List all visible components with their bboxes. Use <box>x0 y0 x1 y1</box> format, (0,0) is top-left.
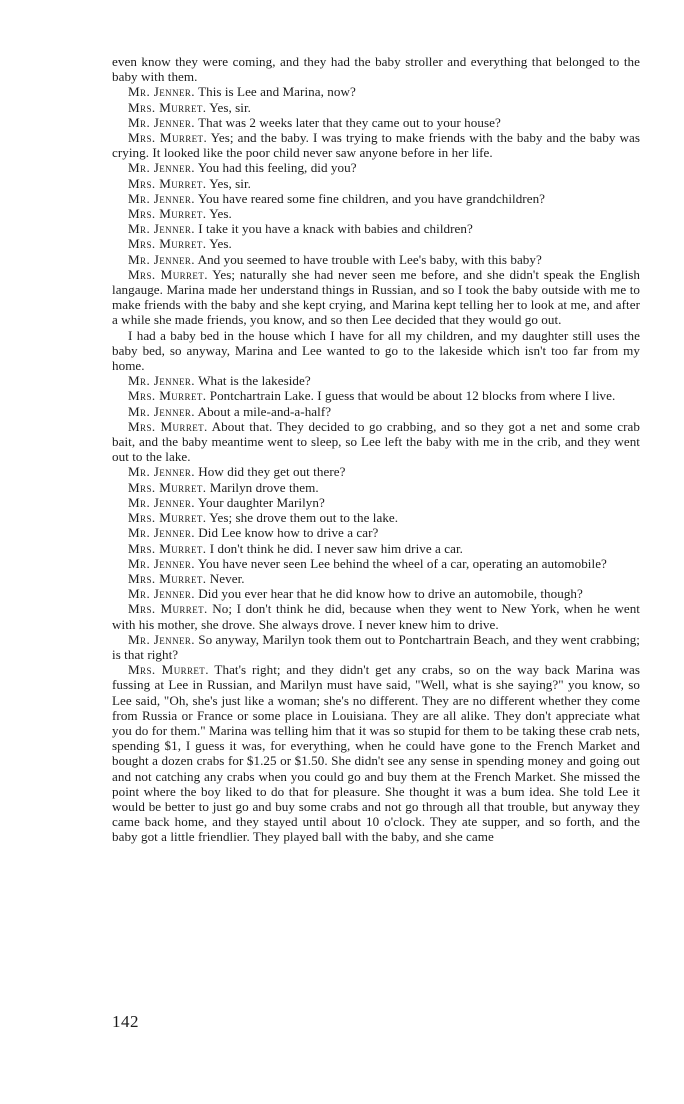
testimony-paragraph <box>112 160 640 175</box>
page-number: 142 <box>112 1012 139 1031</box>
testimony-paragraph <box>112 525 640 540</box>
testimony-paragraph <box>112 176 640 191</box>
testimony-paragraph <box>112 662 640 844</box>
testimony-paragraph <box>112 115 640 130</box>
speaker-label: Mrs. Murret. <box>128 206 207 222</box>
testimony-paragraph <box>112 54 640 84</box>
testimony-paragraph <box>112 267 640 328</box>
testimony-paragraph <box>112 495 640 510</box>
speaker-label: Mr. Jenner. <box>128 114 195 130</box>
speaker-label: Mrs. Murret. <box>128 479 207 495</box>
testimony-paragraph <box>112 236 640 251</box>
paragraph-text: Yes; and the baby. I was trying to make friends with the baby and the baby was crying. It looked like the poor child never saw anyone before in her life. <box>112 130 640 161</box>
paragraph-text: Never. <box>209 570 245 586</box>
testimony-paragraph <box>112 373 640 388</box>
paragraph-text: Yes, sir. <box>209 99 251 115</box>
speaker-label: Mr. Jenner. <box>128 494 195 510</box>
testimony-paragraph <box>112 130 640 160</box>
speaker-label: Mrs. Murret. <box>128 175 207 191</box>
testimony-paragraph <box>112 388 640 403</box>
paragraph-text: Yes; naturally she had never seen me before, and she didn't speak the English langauge. Marina made her understand things in Russian, and so I took the baby outside with me to make friends with the baby and she kept crying, and Marina kept telling her to look at me, and after a while she made friends, you know, and so then Lee decided that they would go out. <box>112 266 640 328</box>
testimony-paragraph <box>112 221 640 236</box>
speaker-label: Mr. Jenner. <box>128 251 195 267</box>
paragraph-text: That was 2 weeks later that they came out to your house? <box>198 114 501 130</box>
speaker-label: Mr. Jenner. <box>128 160 195 176</box>
paragraph-text: You have reared some fine children, and you have grandchildren? <box>197 190 546 206</box>
paragraph-text: Pontchartrain Lake. I guess that would be about 12 blocks from where I live. <box>209 388 616 404</box>
speaker-label: Mrs. Murret. <box>128 601 208 617</box>
testimony-paragraph <box>112 206 640 221</box>
testimony-paragraph <box>112 601 640 631</box>
paragraph-text: Your daughter Marilyn? <box>197 494 325 510</box>
speaker-label: Mrs. Murret. <box>128 418 208 434</box>
speaker-label: Mrs. Murret. <box>128 130 208 146</box>
speaker-label: Mr. Jenner. <box>128 555 195 571</box>
testimony-paragraph <box>112 556 640 571</box>
paragraph-text: About a mile-and-a-half? <box>197 403 332 419</box>
paragraph-text: I had a baby bed in the house which I have for all my children, and my daughter still uses the baby bed, so anyway, Marina and Lee wanted to go to the lakeside which isn't too far from my home. <box>112 327 640 374</box>
testimony-paragraph <box>112 464 640 479</box>
paragraph-text: This is Lee and Marina, now? <box>198 84 356 100</box>
paragraph-text: You had this feeling, did you? <box>197 160 357 176</box>
paragraph-text: How did they get out there? <box>198 464 346 480</box>
paragraph-text: Did Lee know how to drive a car? <box>198 525 379 541</box>
paragraph-text: What is the lakeside? <box>198 373 311 389</box>
testimony-paragraph <box>112 510 640 525</box>
paragraph-text: About that. They decided to go crabbing, and so they got a net and some crab bait, and the baby meantime went to sleep, so Lee left the baby with me in the crib, and they went out to the lake. <box>112 418 640 465</box>
transcript-page <box>112 54 640 845</box>
speaker-label: Mrs. Murret. <box>128 510 207 526</box>
paragraph-text: Yes. <box>209 236 232 252</box>
paragraph-text: Yes; she drove them out to the lake. <box>209 510 399 526</box>
speaker-label: Mr. Jenner. <box>128 586 195 602</box>
speaker-label: Mr. Jenner. <box>128 464 195 480</box>
speaker-label: Mrs. Murret. <box>128 662 209 678</box>
paragraph-text: Yes. <box>209 206 232 222</box>
testimony-paragraph <box>112 586 640 601</box>
speaker-label: Mr. Jenner. <box>128 373 195 389</box>
speaker-label: Mrs. Murret. <box>128 266 208 282</box>
testimony-paragraph <box>112 84 640 99</box>
testimony-paragraph <box>112 419 640 465</box>
speaker-label: Mrs. Murret. <box>128 570 207 586</box>
paragraph-text: I don't think he did. I never saw him drive a car. <box>209 540 463 556</box>
speaker-label: Mr. Jenner. <box>128 525 195 541</box>
speaker-label: Mr. Jenner. <box>128 631 195 647</box>
testimony-paragraph <box>112 541 640 556</box>
speaker-label: Mr. Jenner. <box>128 221 195 237</box>
speaker-label: Mrs. Murret. <box>128 540 207 556</box>
testimony-paragraph <box>112 480 640 495</box>
testimony-paragraph <box>112 100 640 115</box>
paragraph-text: You have never seen Lee behind the wheel of a car, operating an automobile? <box>197 555 607 571</box>
paragraph-text: Did you ever hear that he did know how to drive an automobile, though? <box>198 586 583 602</box>
paragraph-text: even know they were coming, and they had the baby stroller and everything that belonged to the baby with them. <box>112 54 640 85</box>
paragraph-text: I take it you have a knack with babies and children? <box>198 221 473 237</box>
testimony-paragraph <box>112 571 640 586</box>
paragraph-text: Yes, sir. <box>209 175 251 191</box>
speaker-label: Mr. Jenner. <box>128 403 195 419</box>
testimony-paragraph <box>112 328 640 374</box>
paragraph-text: No; I don't think he did, because when they went to New York, when he went with his mother, she drove. She always drove. I never knew him to drive. <box>112 601 640 632</box>
paragraph-text: Marilyn drove them. <box>209 479 319 495</box>
speaker-label: Mrs. Murret. <box>128 388 207 404</box>
testimony-paragraph <box>112 404 640 419</box>
testimony-paragraph <box>112 632 640 662</box>
speaker-label: Mr. Jenner. <box>128 84 195 100</box>
paragraph-text: So anyway, Marilyn took them out to Pontchartrain Beach, and they went crabbing; is that right? <box>112 631 640 662</box>
paragraph-text: That's right; and they didn't get any crabs, so on the way back Marina was fussing at Lee in Russian, and Marilyn must have said, "Well, what is she saying?" you know, so Lee said, "Oh, she's just like a woman; she's no different. They are no different whether they come from Russia or France or some place in Louisiana. They are all alike. They don't appreciate what you do for them." Marina was telling him that it was so stupid for them to be taking these crab nets, spending $1, I guess it was, for everything, when he could have gone to the French Market and bought a dozen crabs for $1.25 or $1.50. She didn't see any sense in spending money and going out and not catching any crabs when you could go and buy them at the French Market. She missed the point where the boy liked to do that for pleasure. She thought it was a bum idea. She told Lee it would be better to just go and buy some crabs and not go through all that trouble, but anyway they came back home, and they stayed until about 10 o'clock. They ate supper, and so forth, and the baby got a little friendlier. They played ball with the baby, and she came <box>112 662 641 845</box>
speaker-label: Mr. Jenner. <box>128 190 195 206</box>
testimony-paragraph <box>112 252 640 267</box>
testimony-paragraph <box>112 191 640 206</box>
speaker-label: Mrs. Murret. <box>128 236 207 252</box>
paragraph-text: And you seemed to have trouble with Lee's baby, with this baby? <box>197 251 542 267</box>
speaker-label: Mrs. Murret. <box>128 99 207 115</box>
